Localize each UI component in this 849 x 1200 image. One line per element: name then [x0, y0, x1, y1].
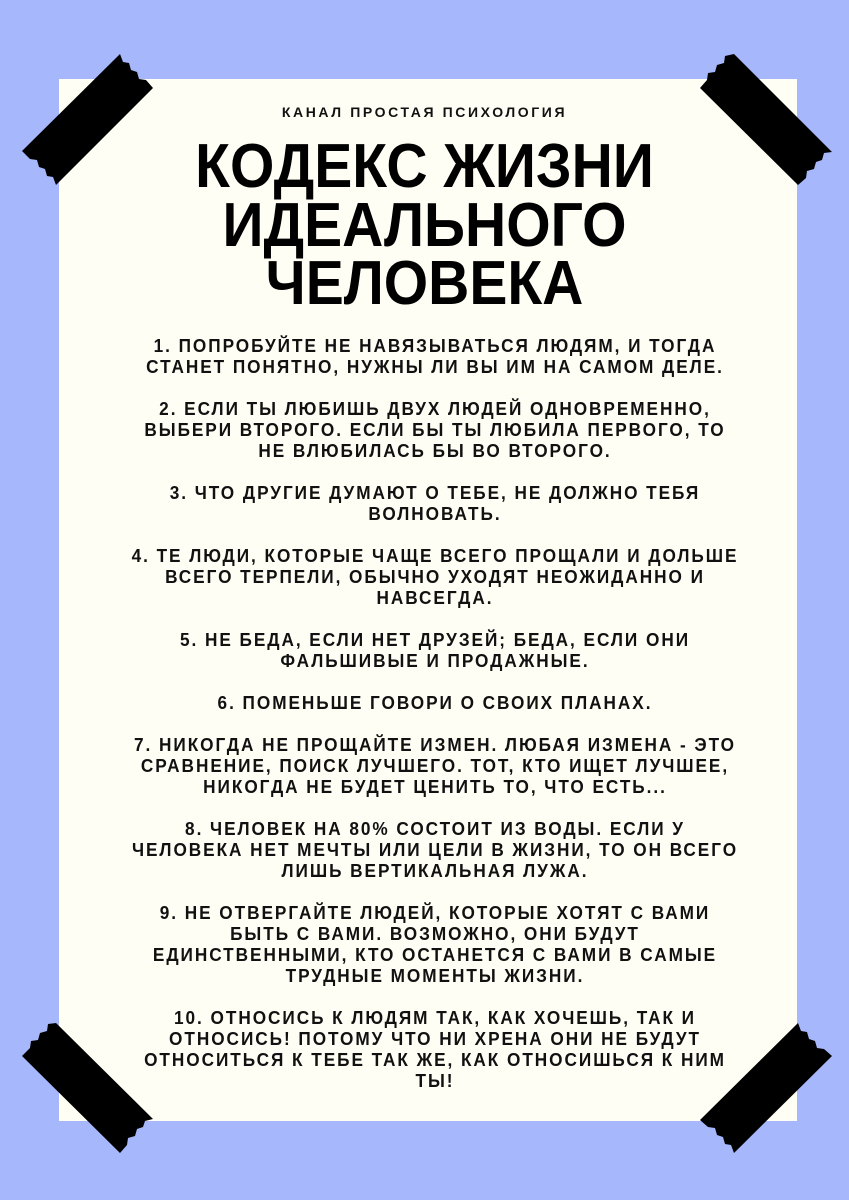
rule-line: ОТНОСИТЬСЯ К ТЕБЕ ТАК ЖЕ, КАК ОТНОСИШЬСЯ К НИМ [144, 1049, 726, 1070]
rule-line: НЕ ВЛЮБИЛАСЬ БЫ ВО ВТОРОГО. [258, 440, 612, 461]
rule-line: СРАВНЕНИЕ, ПОИСК ЛУЧШЕГО. ТОТ, КТО ИЩЕТ ЛУЧШЕЕ, [140, 755, 730, 776]
rule-line: ТРУДНЫЕ МОМЕНТЫ ЖИЗНИ. [285, 965, 585, 986]
rule-line: СТАНЕТ ПОНЯТНО, НУЖНЫ ЛИ ВЫ ИМ НА САМОМ ДЕЛЕ. [146, 356, 724, 377]
tape-strip-icon [22, 1023, 153, 1153]
rule-line: БЫТЬ С ВАМИ. ВОЗМОЖНО, ОНИ БУДУТ [230, 923, 640, 944]
rule-line: 4. ТЕ ЛЮДИ, КОТОРЫЕ ЧАЩЕ ВСЕГО ПРОЩАЛИ И ДОЛЬШЕ [131, 545, 739, 566]
rule-line: ВСЕГО ТЕРПЕЛИ, ОБЫЧНО УХОДЯТ НЕОЖИДАННО И [165, 566, 705, 587]
tape-strip-icon [22, 54, 153, 185]
rule-line: ЧЕЛОВЕКА НЕТ МЕЧТЫ ИЛИ ЦЕЛИ В ЖИЗНИ, ТО ОН ВСЕГО [131, 839, 739, 860]
rule-line: 8. ЧЕЛОВЕК НА 80% СОСТОИТ ИЗ ВОДЫ. ЕСЛИ У [185, 818, 685, 839]
rule-line: ОТНОСИСЬ! ПОТОМУ ЧТО НИ ХРЕНА ОНИ НЕ БУДУТ [169, 1028, 701, 1049]
rule-line: ЛИШЬ ВЕРТИКАЛЬНАЯ ЛУЖА. [281, 860, 589, 881]
title-line-2: ИДЕАЛЬНОГО [222, 190, 627, 260]
rule-line: 2. ЕСЛИ ТЫ ЛЮБИШЬ ДВУХ ЛЮДЕЙ ОДНОВРЕМЕННО, [159, 398, 711, 419]
channel-name: КАНАЛ ПРОСТАЯ ПСИХОЛОГИЯ [281, 104, 568, 120]
tape-strip-icon [700, 54, 832, 185]
rule-line: 3. ЧТО ДРУГИЕ ДУМАЮТ О ТЕБЕ, НЕ ДОЛЖНО ТЕБЯ [169, 482, 701, 503]
title-line-3: ЧЕЛОВЕКА [265, 249, 584, 318]
title-line-1: КОДЕКС ЖИЗНИ [195, 132, 654, 201]
rule-line: 6. ПОМЕНЬШЕ ГОВОРИ О СВОИХ ПЛАНАХ. [217, 692, 653, 713]
rule-line: НАВСЕГДА. [376, 587, 494, 608]
rule-line: ФАЛЬШИВЫЕ И ПРОДАЖНЫЕ. [280, 650, 590, 671]
rule-line: НИКОГДА НЕ БУДЕТ ЦЕНИТЬ ТО, ЧТО ЕСТЬ... [203, 776, 667, 797]
rule-line: ТЫ! [415, 1070, 455, 1091]
rule-line: 10. ОТНОСИСЬ К ЛЮДЯМ ТАК, КАК ХОЧЕШЬ, ТАК И [174, 1007, 696, 1028]
rule-line: 1. ПОПРОБУЙТЕ НЕ НАВЯЗЫВАТЬСЯ ЛЮДЯМ, И ТОГДА [153, 335, 717, 356]
rule-line: 5. НЕ БЕДА, ЕСЛИ НЕТ ДРУЗЕЙ; БЕДА, ЕСЛИ ОНИ [179, 629, 691, 650]
tape-strip-icon [700, 1023, 832, 1153]
rule-line: ЕДИНСТВЕННЫМИ, КТО ОСТАНЕТСЯ С ВАМИ В САМЫЕ [152, 944, 718, 965]
rule-line: 9. НЕ ОТВЕРГАЙТЕ ЛЮДЕЙ, КОТОРЫЕ ХОТЯТ С ВАМИ [159, 902, 711, 923]
rule-line: ВЫБЕРИ ВТОРОГО. ЕСЛИ БЫ ТЫ ЛЮБИЛА ПЕРВОГО, ТО [144, 419, 726, 440]
rule-line: 7. НИКОГДА НЕ ПРОЩАЙТЕ ИЗМЕН. ЛЮБАЯ ИЗМЕНА - ЭТО [134, 734, 736, 755]
rule-line: ВОЛНОВАТЬ. [368, 503, 502, 524]
